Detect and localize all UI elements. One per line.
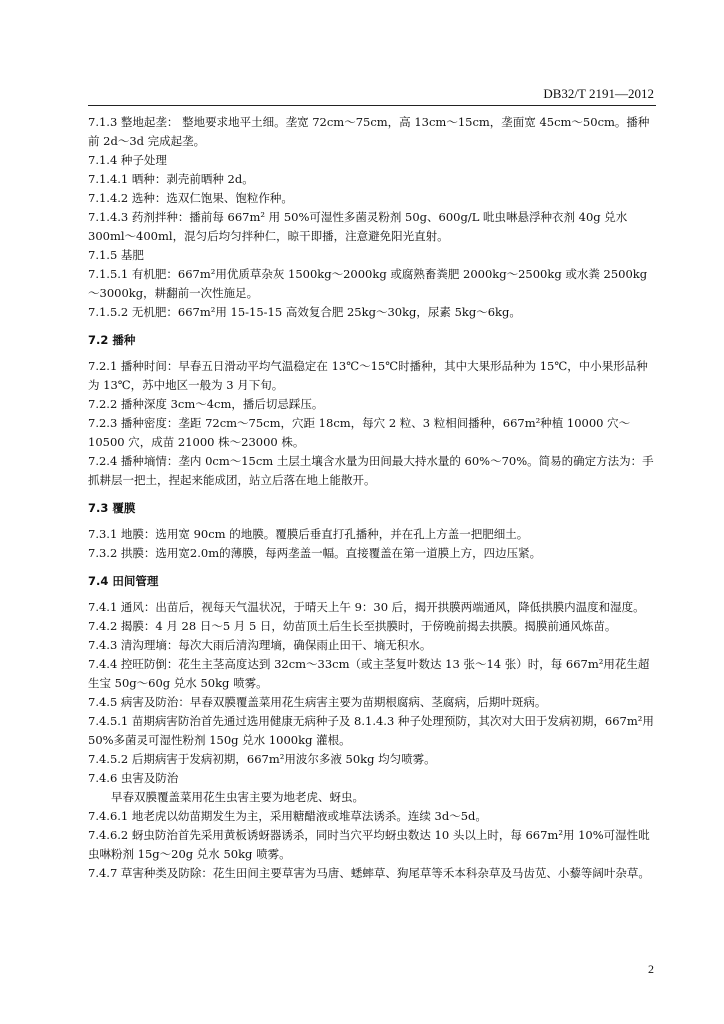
clause-paragraph: 7.4.6 虫害及防治 bbox=[88, 771, 179, 785]
clause-paragraph: 7.4.5.1 苗期病害防治首先通过选用健康无病种子及 8.1.4.3 种子处理预防，其次对大田于发病初期，667m²用 50%多菌灵可湿性粉剂 150g 兑水 1000kg 灌根。 bbox=[88, 714, 654, 747]
clause-paragraph: 7.1.4.1 晒种：剥壳前晒种 2d。 bbox=[88, 172, 254, 186]
header-rule bbox=[88, 105, 656, 106]
paragraph: 早春双膜覆盖菜用花生虫害主要为地老虎、蚜虫。 bbox=[111, 790, 364, 804]
clause-paragraph: 7.4.6.1 地老虎以幼苗期发生为主，采用糖醋液或堆草法诱杀。连续 3d～5d。 bbox=[88, 809, 487, 823]
page-number: 2 bbox=[648, 962, 654, 976]
clause-paragraph: 7.3.1 地膜：选用宽 90cm 的地膜。覆膜后垂直打孔播种，并在孔上方盖一把肥细土。 bbox=[88, 527, 529, 541]
clause-paragraph: 7.2.3 播种密度：垄距 72cm～75cm，穴距 18cm，每穴 2 粒、3 粒相间播种，667m²种植 10000 穴～10500 穴，成苗 21000 株～23000 株。 bbox=[88, 416, 631, 449]
clause-paragraph: 7.1.4 种子处理 bbox=[88, 153, 167, 167]
section-heading: 7.4 田间管理 bbox=[88, 574, 159, 588]
clause-paragraph: 7.2.1 播种时间：早春五日滑动平均气温稳定在 13℃～15℃时播种，其中大果形品种为 15℃，中小果形品种为 13℃，苏中地区一般为 3 月下旬。 bbox=[88, 359, 648, 392]
clause-paragraph: 7.1.4.2 选种：选双仁饱果、饱粒作种。 bbox=[88, 191, 293, 205]
clause-paragraph: 7.4.5 病害及防治：早春双膜覆盖菜用花生病害主要为苗期根腐病、茎腐病，后期叶斑病。 bbox=[88, 695, 547, 709]
clause-paragraph: 7.1.3 整地起垄： 整地要求地平土细。垄宽 72cm～75cm，高 13cm～15cm，垄面宽 45cm～50cm。播种前 2d～3d 完成起垄。 bbox=[88, 115, 650, 148]
clause-paragraph: 7.4.4 控旺防倒：花生主茎高度达到 32cm～33cm（或主茎复叶数达 13 张～14 张）时，每 667m²用花生超生宝 50g～60g 兑水 50kg 喷雾。 bbox=[88, 657, 650, 690]
document-body bbox=[88, 113, 658, 883]
clause-paragraph: 7.4.7 草害种类及防除：花生田间主要草害为马唐、蟋蟀草、狗尾草等禾本科杂草及马齿苋、小藜等阔叶杂草。 bbox=[88, 866, 650, 880]
clause-paragraph: 7.4.1 通风：出苗后，视每天气温状况，于晴天上午 9：30 后，揭开拱膜两端通风，降低拱膜内温度和湿度。 bbox=[88, 600, 645, 614]
clause-paragraph: 7.4.5.2 后期病害于发病初期，667m²用波尔多液 50kg 均匀喷雾。 bbox=[88, 752, 436, 766]
clause-paragraph: 7.1.5.2 无机肥：667m²用 15-15-15 高效复合肥 25kg～30kg，尿素 5kg～6kg。 bbox=[88, 305, 521, 319]
header-code: DB32/T 2191—2012 bbox=[543, 86, 654, 101]
clause-paragraph: 7.2.2 播种深度 3cm～4cm，播后切忌踩压。 bbox=[88, 397, 324, 411]
clause-paragraph: 7.1.5 基肥 bbox=[88, 248, 144, 262]
clause-paragraph: 7.3.2 拱膜：选用宽2.0m的薄膜，每两垄盖一幅。直接覆盖在第一道膜上方，四边压紧。 bbox=[88, 546, 542, 560]
clause-paragraph: 7.4.3 清沟理墒：每次大雨后清沟理墒，确保雨止田干、墒无积水。 bbox=[88, 638, 432, 652]
clause-paragraph: 7.1.4.3 药剂拌种：播前每 667m² 用 50%可湿性多菌灵粉剂 50g、600g/L 吡虫啉悬浮种衣剂 40g 兑水 300ml～400ml，混匀后均匀拌种仁，晾干即播，注意避免阳光直射。 bbox=[88, 210, 628, 243]
clause-paragraph: 7.1.5.1 有机肥：667m²用优质草杂灰 1500kg～2000kg 或腐熟畜粪肥 2000kg～2500kg 或水粪 2500kg～3000kg，耕翻前一次性施足。 bbox=[88, 267, 648, 300]
clause-paragraph: 7.4.2 揭膜：4 月 28 日～5 月 5 日，幼苗顶土后生长至拱膜时，于傍晚前揭去拱膜。揭膜前通风炼苗。 bbox=[88, 619, 617, 633]
section-heading: 7.3 覆膜 bbox=[88, 501, 136, 515]
clause-paragraph: 7.4.6.2 蚜虫防治首先采用黄板诱蚜器诱杀，同时当穴平均蚜虫数达 10 头以上时，每 667m²用 10%可湿性吡虫啉粉剂 15g～20g 兑水 50kg 喷雾。 bbox=[88, 828, 650, 861]
section-heading: 7.2 播种 bbox=[88, 333, 136, 347]
clause-paragraph: 7.2.4 播种墒情：垄内 0cm～15cm 土层土壤含水量为田间最大持水量的 60%～70%。简易的确定方法为：手抓耕层一把土，捏起来能成团，站立后落在地上能散开。 bbox=[88, 454, 654, 487]
